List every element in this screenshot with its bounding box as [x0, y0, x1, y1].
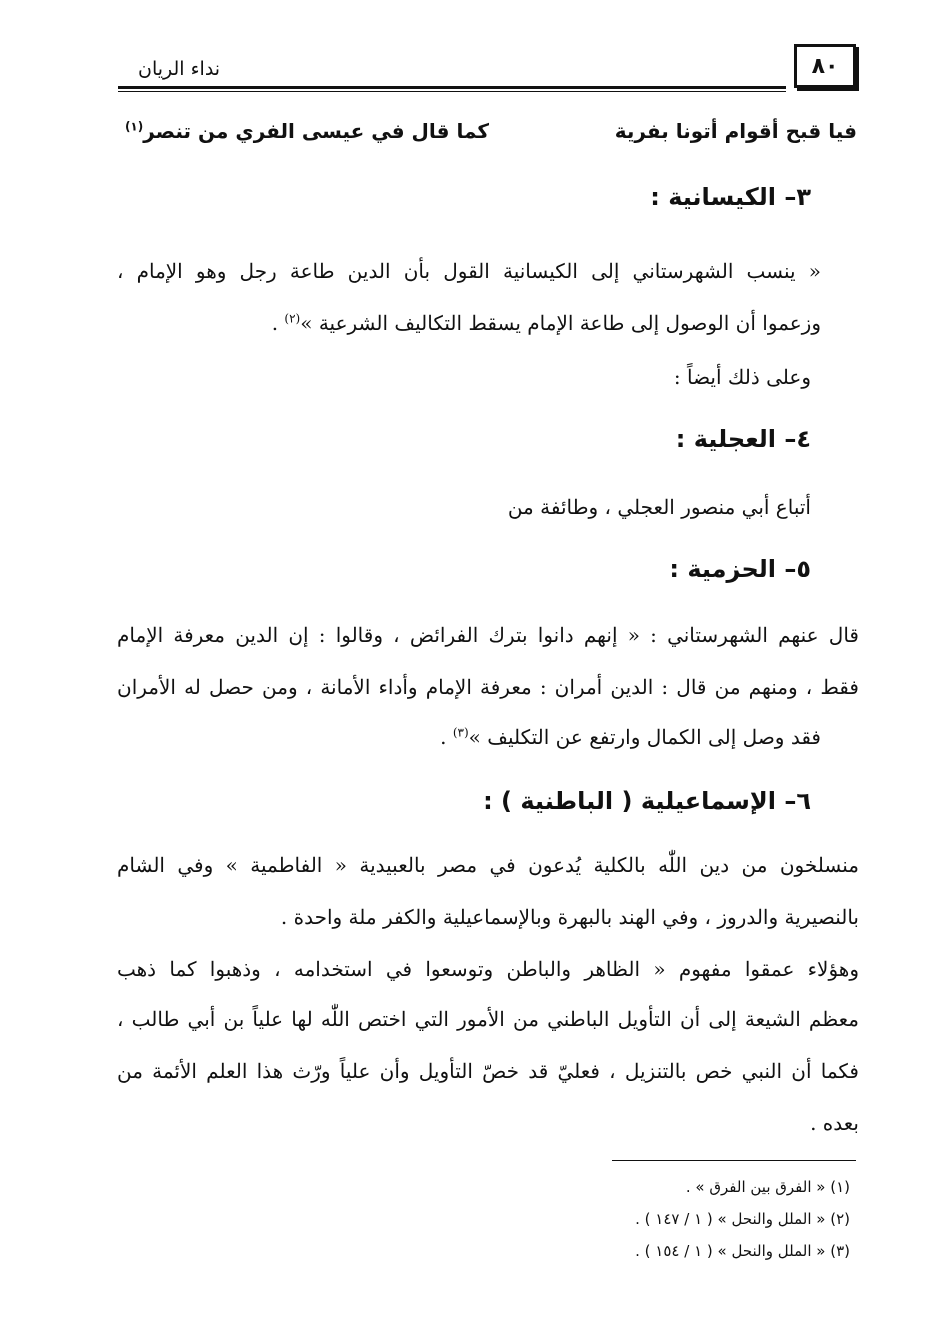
- page-header: [118, 44, 856, 94]
- footnote-ref-3: (٣): [452, 725, 469, 740]
- footnote-ref-1: (١): [124, 119, 144, 134]
- body-line: « ينسب الشهرستاني إلى الكيسانية القول بأن الدين طاعة رجل وهو الإمام ،: [117, 259, 821, 283]
- body-line: بعده .: [810, 1111, 859, 1135]
- footnote: (١) « الفرق بين الفرق » .: [685, 1178, 850, 1196]
- footnote: (٣) « الملل والنحل » ( ١ / ١٥٤ ) .: [635, 1242, 850, 1260]
- body-line: بالنصيرية والدروز ، وفي الهند بالبهرة وبالإسماعيلية والكفر ملة واحدة .: [280, 905, 859, 929]
- body-line-tail: .: [440, 725, 453, 749]
- heading-ismailiyya: ٦– الإسماعيلية ( الباطنية ) :: [483, 787, 811, 815]
- heading-ijliyya: ٤– العجلية :: [675, 425, 811, 453]
- running-title: نداء الريان: [138, 58, 221, 80]
- footnote-separator: [612, 1160, 856, 1161]
- header-rule-thin: [118, 91, 786, 92]
- body-line: أتباع أبي منصور العجلي ، وطائفة من: [507, 495, 811, 519]
- body-line: قال عنهم الشهرستاني : « إنهم دانوا بترك الفرائض ، وقالوا : إن الدين معرفة الإمام: [117, 623, 859, 647]
- body-line: فكما أن النبي خص بالتنزيل ، فعليّ قد خصّ التأويل وأن علياً ورّث هذا العلم الأئمة من: [117, 1059, 859, 1083]
- verse-first-hemistich: فيا قبح أقوام أتونا بفرية: [614, 119, 857, 143]
- header-rule: [118, 86, 786, 89]
- body-line-text: وزعموا أن الوصول إلى طاعة الإمام يسقط التكاليف الشرعية »: [300, 311, 821, 335]
- body-line-tail: .: [271, 311, 285, 335]
- page-number: ٨٠: [794, 44, 856, 88]
- body-line: وعلى ذلك أيضاً :: [673, 365, 811, 389]
- footnote: (٢) « الملل والنحل » ( ١ / ١٤٧ ) .: [635, 1210, 850, 1228]
- verse-second-hemistich: [125, 116, 489, 146]
- body-line: معظم الشيعة إلى أن التأويل الباطني من الأمور التي اختص اللّٰه لها علياً بن أبي طالب ،: [117, 1007, 859, 1031]
- body-line: [272, 308, 821, 338]
- heading-kaysaniyya: ٣– الكيسانية :: [650, 183, 811, 211]
- verse-second-text: كما قال في عيسى الفري من تنصر: [143, 119, 489, 143]
- footnote-ref-2: (٢): [284, 311, 301, 326]
- body-line: فقط ، ومنهم من قال : الدين أمران : معرفة الإمام وأداء الأمانة ، ومن حصل له الأمران: [117, 675, 859, 699]
- body-line-text: فقد وصل إلى الكمال وارتفع عن التكليف »: [468, 725, 821, 749]
- heading-hazmiyya: ٥– الحزمية :: [669, 555, 811, 583]
- body-line: منسلخون من دين اللّٰه بالكلية يُدعون في مصر بالعبيدية « الفاطمية » وفي الشام: [117, 853, 859, 877]
- body-line: [440, 722, 821, 752]
- body-line: وهؤلاء عمقوا مفهوم « الظاهر والباطن وتوسعوا في استخدامه ، وذهبوا كما ذهب: [117, 957, 859, 981]
